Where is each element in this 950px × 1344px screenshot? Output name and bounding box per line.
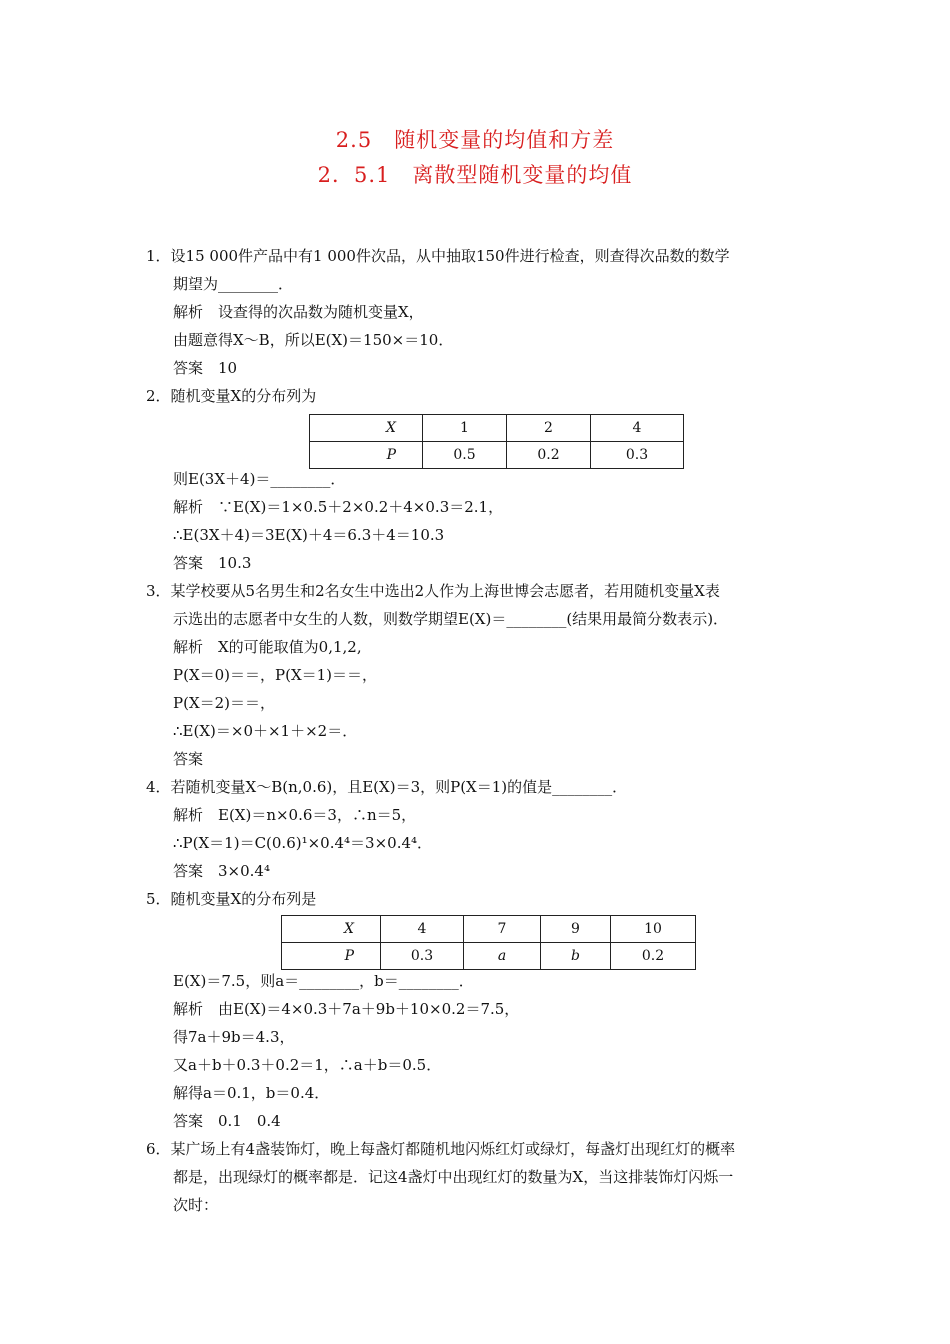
table-cell: b [541, 943, 611, 970]
table-cell: 0.3 [591, 442, 684, 469]
problem-5-solution-line: 解得a＝0.1，b＝0.4． [173, 1084, 330, 1102]
problem-5-question: E(X)＝7.5，则a＝________，b＝________． [173, 972, 474, 990]
table-cell: 0.3 [381, 943, 464, 970]
problem-2-text: 2．随机变量X的分布列为 [146, 387, 317, 405]
problem-3-solution-line: P(X＝2)＝＝， [173, 694, 276, 712]
problem-6-text-cont: 都是，出现绿灯的概率都是．记这4盏灯中出现红灯的数量为X，当这排装饰灯闪烁一 [173, 1168, 734, 1186]
problem-4-solution: 解析 E(X)＝n×0.6＝3，∴n＝5， [173, 806, 417, 824]
problem-5-text: 5．随机变量X的分布列是 [146, 890, 317, 908]
problem-3-solution-line: ∴E(X)＝×0＋×1＋×2＝． [173, 722, 358, 740]
table-cell: 7 [464, 916, 541, 943]
problem-5-solution-line: 又a＋b＋0.3＋0.2＝1，∴a＋b＝0.5． [173, 1056, 442, 1074]
section-title: 2.5 随机变量的均值和方差 [335, 128, 615, 152]
problem-5-solution: 解析 由E(X)＝4×0.3＋7a＋9b＋10×0.2＝7.5， [173, 1000, 520, 1018]
problem-5-answer: 答案 0.1 0.4 [173, 1112, 281, 1130]
problem-2-question: 则E(3X＋4)＝________． [173, 470, 346, 488]
table-row [282, 916, 696, 943]
problem-4-solution-line: ∴P(X＝1)＝C(0.6)¹×0.4⁴＝3×0.4⁴． [173, 834, 433, 852]
problem-3-text: 3．某学校要从5名男生和2名女生中选出2人作为上海世博会志愿者，若用随机变量X表 [146, 582, 720, 600]
problem-1-solution: 解析 设查得的次品数为随机变量X， [173, 303, 424, 321]
problem-3-solution: 解析 X的可能取值为0,1,2, [173, 638, 362, 656]
problem-6-text-cont: 次时： [173, 1196, 219, 1214]
problem-3-text-cont: 示选出的志愿者中女生的人数，则数学期望E(X)＝________(结果用最简分数表示)． [173, 610, 729, 628]
table-cell: 0.2 [611, 943, 696, 970]
table-cell: P [310, 442, 423, 469]
table-cell: 0.2 [507, 442, 591, 469]
table-cell: P [282, 943, 381, 970]
problem-2-answer: 答案 10.3 [173, 554, 252, 572]
problem-5-solution-line: 得7a＋9b＝4.3， [173, 1028, 295, 1046]
problem-6-text: 6．某广场上有4盏装饰灯，晚上每盏灯都随机地闪烁红灯或绿灯，每盏灯出现红灯的概率 [146, 1140, 736, 1158]
problem-1-solution-line: 由题意得X～B，所以E(X)＝150×＝10． [173, 331, 454, 349]
distribution-table-2 [281, 915, 696, 970]
table-row [310, 442, 684, 469]
problem-3-solution-line: P(X＝0)＝＝，P(X＝1)＝＝， [173, 666, 378, 684]
problem-1-text-cont: 期望为________． [173, 275, 294, 293]
table-row [310, 415, 684, 442]
problem-1-answer: 答案 10 [173, 359, 238, 377]
table-cell: 1 [423, 415, 507, 442]
problem-2-solution-line: ∴E(3X＋4)＝3E(X)＋4＝6.3＋4＝10.3 [173, 526, 445, 544]
table-cell: X [310, 415, 423, 442]
distribution-table-1 [309, 414, 684, 469]
table-cell: 4 [591, 415, 684, 442]
problem-4-text: 4．若随机变量X～B(n,0.6)，且E(X)＝3，则P(X＝1)的值是________． [146, 778, 628, 796]
problem-1-text: 1．设15 000件产品中有1 000件次品，从中抽取150件进行检查，则查得次品数的数学 [146, 247, 730, 265]
table-cell: 2 [507, 415, 591, 442]
table-cell: X [282, 916, 381, 943]
problem-3-answer: 答案 [173, 750, 204, 768]
table-cell: a [464, 943, 541, 970]
table-cell: 4 [381, 916, 464, 943]
problem-2-solution: 解析 ∵E(X)＝1×0.5＋2×0.2＋4×0.3＝2.1， [173, 498, 504, 516]
table-cell: 9 [541, 916, 611, 943]
table-cell: 10 [611, 916, 696, 943]
table-cell: 0.5 [423, 442, 507, 469]
table-row [282, 943, 696, 970]
problem-4-answer: 答案 3×0.4⁴ [173, 862, 270, 880]
subsection-title: 2．5.1 离散型随机变量的均值 [317, 163, 633, 187]
